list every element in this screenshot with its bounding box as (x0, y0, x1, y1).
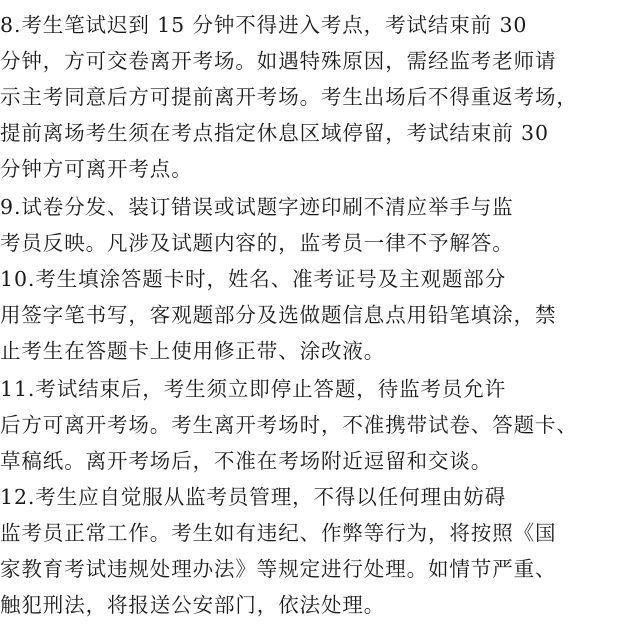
text-line: 家教育考试违规处理办法》等规定进行处理。如情节严重、 (0, 557, 557, 581)
text-line: 示主考同意后方可提前离开考场。考生出场后不得重返考场， (0, 85, 578, 109)
text-line: 止考生在答题卡上使用修正带、涂改液。 (0, 339, 386, 363)
text-line: 考员反映。凡涉及试题内容的，监考员一律不予解答。 (0, 231, 514, 255)
text-line: 监考员正常工作。考生如有违纪、作弊等行为，将按照《国 (0, 521, 557, 545)
text-line: 11.考试结束后，考生须立即停止答题，待监考员允许 (0, 377, 507, 401)
text-line: 分钟方可离开考点。 (0, 157, 193, 181)
text-line: 提前离场考生须在考点指定休息区域停留，考试结束前 30 (0, 121, 549, 145)
text-line: 12.考生应自觉服从监考员管理，不得以任何理由妨碍 (0, 485, 507, 509)
text-line: 触犯刑法，将报送公安部门，依法处理。 (0, 593, 386, 617)
text-line: 8.考生笔试迟到 15 分钟不得进入考点，考试结束前 30 (0, 13, 528, 37)
text-line: 草稿纸。离开考场后，不准在考场附近逗留和交谈。 (0, 449, 493, 473)
text-line: 9.试卷分发、装订错误或试题字迹印刷不清应举手与监 (0, 195, 514, 219)
text-line: 后方可离开考场。考生离开考场时，不准携带试卷、答题卡、 (0, 413, 578, 437)
text-line: 分钟，方可交卷离开考场。如遇特殊原因，需经监考老师请 (0, 49, 557, 73)
text-line: 用签字笔书写，客观题部分及选做题信息点用铅笔填涂，禁 (0, 303, 557, 327)
text-line: 10.考生填涂答题卡时，姓名、准考证号及主观题部分 (0, 267, 507, 291)
